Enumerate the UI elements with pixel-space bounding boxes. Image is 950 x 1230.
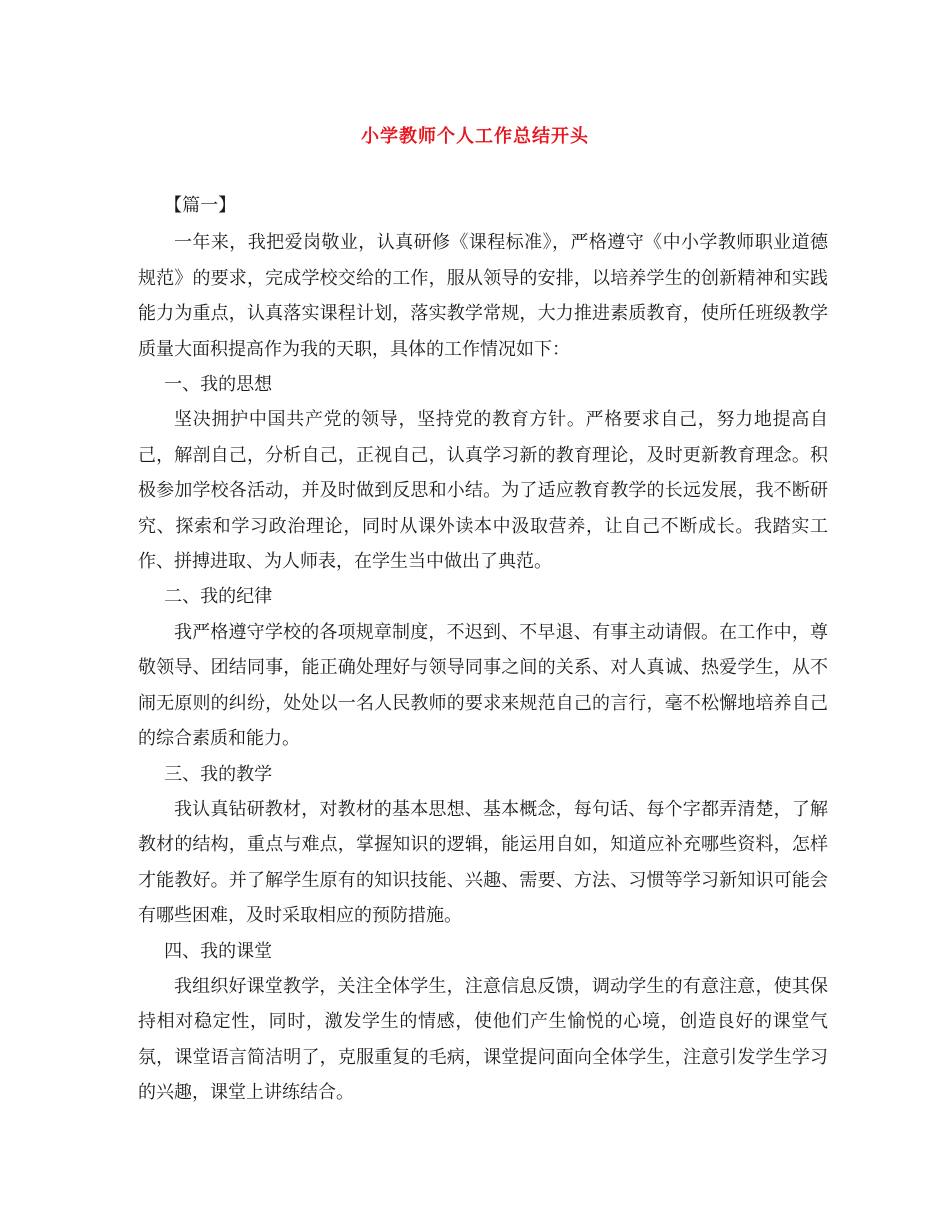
section-heading-discipline: 二、我的纪律: [164, 586, 273, 608]
document-title: 小学教师个人工作总结开头: [361, 126, 589, 147]
section-label: 【篇一】: [164, 195, 237, 216]
section-body-teaching: 我认真钻研教材，对教材的基本思想、基本概念，每句话、每个字都弄清楚，了解教材的结构，重点与难点，掌握知识的逻辑，能运用自如，知道应补充哪些资料，怎样才能教好。并了解学生原有的知识技能、兴趣、需要、方法、习惯等学习新知识可能会有哪些困难，及时采取相应的预防措施。: [138, 798, 828, 927]
document-body: [138, 188, 828, 1111]
section-heading-thought: 一、我的思想: [164, 374, 273, 396]
section-body-classroom: 我组织好课堂教学，关注全体学生，注意信息反馈，调动学生的有意注意，使其保持相对稳定性，同时，激发学生的情感，使他们产生愉悦的心境，创造良好的课堂气氛，课堂语言简洁明了，克服重复的毛病，课堂提问面向全体学生，注意引发学生学习的兴趣，课堂上讲练结合。: [138, 975, 828, 1104]
section-body-thought: 坚决拥护中国共产党的领导，坚持党的教育方针。严格要求自己，努力地提高自己，解剖自己，分析自己，正视自己，认真学习新的教育理论，及时更新教育理念。积极参加学校各活动，并及时做到反思和小结。为了适应教育教学的长远发展，我不断研究、探索和学习政治理论，同时从课外读本中汲取营养，让自己不断成长。我踏实工作、拼搏进取、为人师表，在学生当中做出了典范。: [138, 409, 828, 573]
intro-paragraph: 一年来，我把爱岗敬业，认真研修《课程标准》，严格遵守《中小学教师职业道德规范》的要求，完成学校交给的工作，服从领导的安排，以培养学生的创新精神和实践能力为重点，认真落实课程计划，落实教学常规，大力推进素质教育，使所任班级教学质量大面积提高作为我的天职，具体的工作情况如下：: [138, 232, 828, 360]
section-body-discipline: 我严格遵守学校的各项规章制度，不迟到、不早退、有事主动请假。在工作中，尊敬领导、团结同事，能正确处理好与领导同事之间的关系、对人真诚、热爱学生，从不闹无原则的纠纷，处处以一名人民教师的要求来规范自己的言行，毫不松懈地培养自己的综合素质和能力。: [138, 621, 828, 750]
section-heading-teaching: 三、我的教学: [164, 763, 273, 785]
section-heading-classroom: 四、我的课堂: [164, 940, 273, 962]
